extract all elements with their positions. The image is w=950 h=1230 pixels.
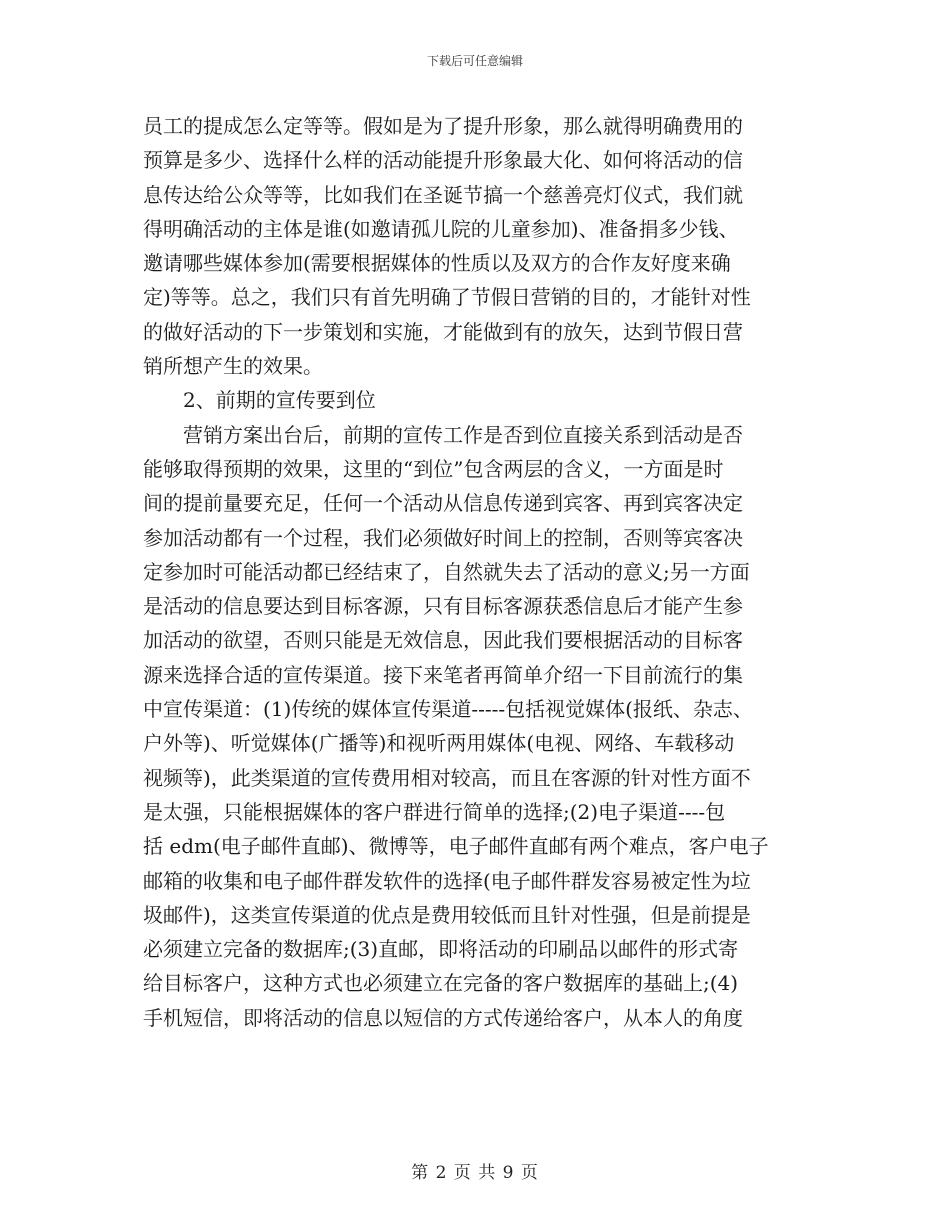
paragraph-first-line: 营销方案出台后，前期的宣传工作是否到位直接关系到活动是否 — [183, 422, 743, 447]
document-body — [143, 109, 843, 1035]
text-line: 定参加时可能活动都已经结束了，自然就失去了活动的意义;另一方面 — [143, 559, 750, 584]
text-line: 圾邮件)，这类宣传渠道的优点是费用较低而且针对性强，但是前提是 — [143, 902, 751, 927]
text-line: 给目标客户，这种方式也必须建立在完备的客户数据库的基础上;(4) — [143, 971, 739, 996]
text-line: 的做好活动的下一步策划和实施，才能做到有的放矢，达到节假日营 — [143, 319, 743, 344]
page-header: 下载后可任意编辑 — [426, 54, 523, 68]
text-line: 括 edm(电子邮件直邮)、微博等，电子邮件直邮有两个难点，客户电子 — [143, 834, 769, 859]
text-line: 能够取得预期的效果，这里的“到位”包含两层的含义，一方面是时 — [143, 456, 724, 481]
text-line: 间的提前量要充足，任何一个活动从信息传递到宾客、再到宾客决定 — [143, 491, 743, 516]
text-line: 是活动的信息要达到目标客源，只有目标客源获悉信息后才能产生参 — [143, 594, 743, 619]
text-line: 预算是多少、选择什么样的活动能提升形象最大化、如何将活动的信 — [143, 148, 743, 173]
text-line: 得明确活动的主体是谁(如邀请孤儿院的儿童参加)、准备捐多少钱、 — [143, 216, 739, 241]
text-line: 邀请哪些媒体参加(需要根据媒体的性质以及双方的合作友好度来确 — [143, 251, 731, 276]
text-line: 定)等等。总之，我们只有首先明确了节假日营销的目的，才能针对性 — [143, 285, 751, 310]
text-line: 手机短信，即将活动的信息以短信的方式传递给客户，从本人的角度 — [143, 1005, 743, 1030]
text-line: 视频等)，此类渠道的宣传费用相对较高，而且在客源的针对性方面不 — [143, 765, 751, 790]
section-heading: 2、前期的宣传要到位 — [183, 388, 376, 413]
text-line: 息传达给公众等等，比如我们在圣诞节搞一个慈善亮灯仪式，我们就 — [143, 182, 743, 207]
text-line: 邮箱的收集和电子邮件群发软件的选择(电子邮件群发容易被定性为垃 — [143, 868, 751, 893]
text-line: 员工的提成怎么定等等。假如是为了提升形象，那么就得明确费用的 — [143, 114, 743, 138]
text-line: 是太强，只能根据媒体的客户群进行简单的选择;(2)电子渠道----包 — [143, 799, 726, 824]
text-line: 中宣传渠道：(1)传统的媒体宣传渠道-----包括视觉媒体(报纸、杂志、 — [143, 697, 753, 722]
page-number: 第 2 页 共 9 页 — [411, 1163, 539, 1183]
text-line: 加活动的欲望，否则只能是无效信息，因此我们要根据活动的目标客 — [143, 628, 743, 653]
text-line: 销所想产生的效果。 — [143, 354, 323, 379]
text-line: 源来选择合适的宣传渠道。接下来笔者再简单介绍一下目前流行的集 — [143, 662, 743, 687]
text-line: 参加活动都有一个过程，我们必须做好时间上的控制，否则等宾客决 — [143, 525, 743, 550]
text-line: 必须建立完备的数据库;(3)直邮，即将活动的印刷品以邮件的形式寄 — [143, 937, 739, 962]
text-line: 户外等)、听觉媒体(广播等)和视听两用媒体(电视、网络、车载移动 — [143, 731, 735, 756]
